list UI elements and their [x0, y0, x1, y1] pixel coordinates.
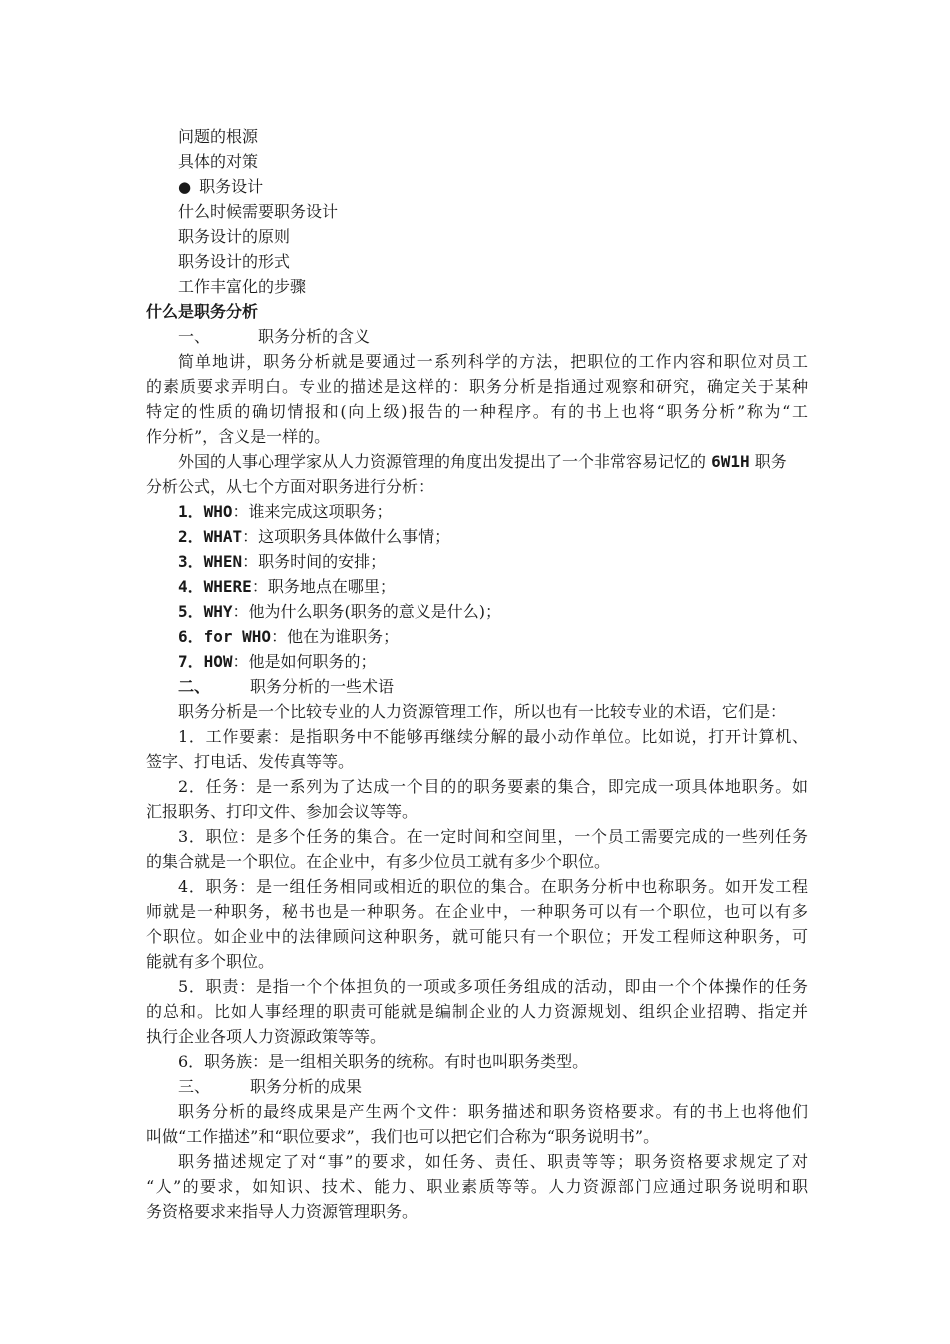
list-item-text: ：这项职务具体做什么事情；	[242, 527, 451, 546]
term-item	[146, 874, 808, 974]
list-item	[146, 649, 808, 674]
list-item	[146, 599, 808, 624]
subsection-number: 三、	[178, 1077, 211, 1096]
list-item-text: ：他在为谁职务；	[271, 627, 400, 646]
list-item-text: ：他是如何职务的；	[232, 652, 377, 671]
toc-item-label: 职务设计	[199, 177, 264, 196]
paragraph-results	[146, 1099, 808, 1149]
bullet-icon: ●	[178, 178, 192, 196]
toc-item: 具体的对策	[178, 152, 259, 171]
text-line: 执行企业各项人力资源政策等等。	[146, 1027, 387, 1046]
term-item	[146, 774, 808, 824]
subsection-number: 二、	[178, 677, 211, 696]
list-item-key: 3．WHEN	[178, 552, 243, 571]
text-fragment: 外国的人事心理学家从人力资源管理的角度出发提出了一个非常容易记忆的	[178, 452, 712, 471]
text-line: 汇报职务、打印文件、参加会议等等。	[146, 802, 419, 821]
text-line: 能就有多个职位。	[146, 952, 275, 971]
list-item	[146, 524, 808, 549]
list-item-text: ：职务地点在哪里；	[251, 577, 396, 596]
paragraph-6w1h	[146, 449, 808, 499]
text-line: 2．任务：是一系列为了达成一个目的的职务要素的集合，即完成一项具体地职务。如	[178, 777, 808, 796]
text-line: 作分析”，含义是一样的。	[146, 427, 331, 446]
text-line: “人”的要求，如知识、技术、能力、职业素质等等。人力资源部门应通过职务说明和职	[146, 1177, 808, 1196]
list-item-key: 5．WHY	[178, 602, 233, 621]
list-item-key: 7．HOW	[178, 652, 233, 671]
text-line	[146, 449, 808, 474]
list-item	[146, 549, 808, 574]
list-item-text: ：他为什么职务(职务的意义是什么)；	[232, 602, 502, 621]
text-line: 务资格要求来指导人力资源管理职务。	[146, 1202, 419, 1221]
text-line: 4．职务：是一组任务相同或相近的职位的集合。在职务分析中也称职务。如开发工程	[178, 877, 808, 896]
text-line: 签字、打电话、发传真等等。	[146, 752, 355, 771]
subsection-title: 职务分析的成果	[250, 1077, 363, 1096]
list-item-text: ：谁来完成这项职务；	[232, 502, 393, 521]
subsection-heading-2	[146, 674, 808, 699]
text-line: 叫做“工作描述”和“职位要求”，我们也可以把它们合称为“职务说明书”。	[146, 1127, 660, 1146]
text-line: 的总和。比如人事经理的职责可能就是编制企业的人力资源规划、组织企业招聘、指定并	[146, 1002, 808, 1021]
list-item	[146, 624, 808, 649]
toc-item-bulleted	[146, 174, 808, 199]
toc-item: 工作丰富化的步骤	[178, 277, 307, 296]
section-heading: 什么是职务分析	[146, 302, 259, 321]
list-item	[146, 499, 808, 524]
text-line: 1．工作要素：是指职务中不能够再继续分解的最小动作单位。比如说，打开计算机、	[178, 727, 808, 746]
paragraph-requirements	[146, 1149, 808, 1224]
list-item	[146, 574, 808, 599]
subsection-title: 职务分析的含义	[258, 327, 371, 346]
subsection-heading-1	[146, 324, 808, 349]
subsection-heading-3	[146, 1074, 808, 1099]
text-fragment: 职务	[749, 452, 787, 471]
document-body	[146, 124, 808, 1224]
6w1h-list	[146, 499, 808, 674]
text-line: 职务描述规定了对“事”的要求，如任务、责任、职责等等；职务资格要求规定了对	[178, 1152, 808, 1171]
text-line: 特定的性质的确切情报和(向上级)报告的一种程序。有的书上也将“职务分析”称为“工	[146, 402, 808, 421]
text-line: 简单地讲，职务分析就是要通过一系列科学的方法，把职位的工作内容和职位对员工	[178, 352, 808, 371]
term-item	[146, 824, 808, 874]
list-item-key: 2．WHAT	[178, 527, 243, 546]
toc-item: 职务设计的原则	[178, 227, 291, 246]
text-line: 5．职责：是指一个个体担负的一项或多项任务组成的活动，即由一个个体操作的任务	[178, 977, 808, 996]
toc-item: 什么时候需要职务设计	[178, 202, 339, 221]
list-item-text: ：职务时间的安排；	[242, 552, 387, 571]
text-line: 职务分析的最终成果是产生两个文件：职务描述和职务资格要求。有的书上也将他们	[178, 1102, 808, 1121]
term-item	[146, 1049, 808, 1074]
list-item-key: 6．for WHO	[178, 627, 272, 646]
text-line: 个职位。如企业中的法律顾问这种职务，就可能只有一个职位；开发工程师这种职务，可	[146, 927, 808, 946]
term-item	[146, 974, 808, 1049]
paragraph-definition	[146, 349, 808, 449]
text-line: 6．职务族：是一组相关职务的统称。有时也叫职务类型。	[178, 1052, 589, 1071]
subsection-number: 一、	[178, 327, 211, 346]
text-line: 的素质要求弄明白。专业的描述是这样的：职务分析是指通过观察和研究，确定关于某种	[146, 377, 808, 396]
formula-name: 6W1H	[711, 452, 750, 471]
toc-item: 职务设计的形式	[178, 252, 291, 271]
term-item	[146, 724, 808, 774]
paragraph-terms-intro: 职务分析是一个比较专业的人力资源管理工作，所以也有一比较专业的术语，它们是：	[178, 702, 787, 721]
list-item-key: 4．WHERE	[178, 577, 252, 596]
text-line: 师就是一种职务，秘书也是一种职务。在企业中，一种职务可以有一个职位，也可以有多	[146, 902, 808, 921]
subsection-title: 职务分析的一些术语	[250, 677, 395, 696]
text-line: 的集合就是一个职位。在企业中，有多少位员工就有多少个职位。	[146, 852, 611, 871]
text-line: 3．职位：是多个任务的集合。在一定时间和空间里，一个员工需要完成的一些列任务	[178, 827, 808, 846]
text-line: 分析公式，从七个方面对职务进行分析：	[146, 477, 435, 496]
list-item-key: 1．WHO	[178, 502, 233, 521]
toc-item: 问题的根源	[178, 127, 259, 146]
